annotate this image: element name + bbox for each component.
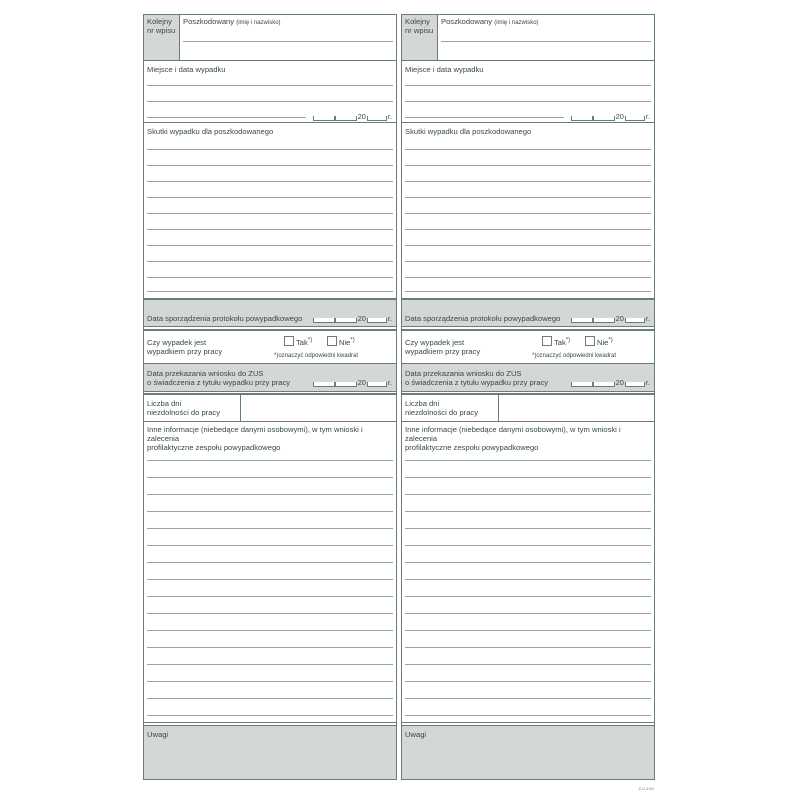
place-line-3[interactable] bbox=[147, 117, 306, 118]
place-date-section bbox=[402, 61, 654, 123]
victim-label: Poszkodowany (imię i nazwisko) bbox=[183, 17, 281, 26]
no-checkbox[interactable] bbox=[327, 336, 337, 346]
zus-date-field[interactable]: 20 r. bbox=[571, 378, 650, 387]
entry-number-label: Kolejny nr wpisu bbox=[147, 17, 176, 35]
work-accident-section bbox=[144, 330, 396, 364]
effects-section bbox=[402, 123, 654, 299]
protocol-date-field[interactable]: 20 r. bbox=[313, 314, 392, 323]
no-option[interactable]: Nie*) bbox=[327, 336, 355, 347]
other-info-section bbox=[144, 422, 396, 723]
entry-victim-row bbox=[402, 15, 654, 61]
incapacity-days-section bbox=[144, 394, 396, 422]
entry-victim-row bbox=[144, 15, 396, 61]
remarks-label: Uwagi bbox=[147, 730, 169, 739]
effects-label: Skutki wypadku dla poszkodowanego bbox=[405, 127, 532, 136]
place-date-label: Miejsce i data wypadku bbox=[147, 65, 226, 74]
place-date-label: Miejsce i data wypadku bbox=[405, 65, 484, 74]
zus-label: Data przekazania wniosku do ZUS o świadczenia z tytułu wypadku przy pracy bbox=[405, 369, 549, 387]
entry-number-label: Kolejny nr wpisu bbox=[405, 17, 434, 35]
protocol-date-section bbox=[402, 299, 654, 327]
zus-date-field[interactable]: 20 r. bbox=[313, 378, 392, 387]
protocol-date-label: Data sporządzenia protokołu powypadkowego bbox=[405, 314, 561, 323]
incapacity-days-input[interactable] bbox=[499, 395, 654, 421]
other-info-label: Inne informacje (niebedące danymi osobowymi), w tym wnioski i zalecenia profilaktyczne zespołu powypadkowego bbox=[405, 425, 621, 452]
work-accident-label: Czy wypadek jest wypadkiem przy pracy bbox=[405, 338, 481, 356]
form-code: Z-U-1/Dr bbox=[638, 786, 654, 791]
protocol-date-field[interactable]: 20 r. bbox=[571, 314, 650, 323]
zus-date-section bbox=[144, 364, 396, 392]
accident-date-field[interactable]: 20 r. bbox=[571, 112, 650, 121]
incapacity-days-label: Liczba dni niezdolności do pracy bbox=[405, 399, 479, 417]
no-checkbox[interactable] bbox=[585, 336, 595, 346]
place-line-2[interactable] bbox=[147, 101, 393, 102]
incapacity-days-section bbox=[402, 394, 654, 422]
zus-label: Data przekazania wniosku do ZUS o świadczenia z tytułu wypadku przy pracy bbox=[147, 369, 291, 387]
place-line-1[interactable] bbox=[405, 85, 651, 86]
work-accident-label: Czy wypadek jest wypadkiem przy pracy bbox=[147, 338, 223, 356]
place-line-1[interactable] bbox=[147, 85, 393, 86]
victim-name-line[interactable] bbox=[183, 41, 393, 42]
victim-label: Poszkodowany (imię i nazwisko) bbox=[441, 17, 539, 26]
yes-checkbox[interactable] bbox=[542, 336, 552, 346]
victim-name-line[interactable] bbox=[441, 41, 651, 42]
effects-section bbox=[144, 123, 396, 299]
yes-option[interactable]: Tak*) bbox=[284, 336, 312, 347]
place-date-section bbox=[144, 61, 396, 123]
other-info-section bbox=[402, 422, 654, 723]
place-line-2[interactable] bbox=[405, 101, 651, 102]
footnote-text: *)oznaczyć odpowiedni kwadrat bbox=[532, 353, 617, 359]
register-entry-right bbox=[401, 14, 655, 780]
effects-label: Skutki wypadku dla poszkodowanego bbox=[147, 127, 274, 136]
yes-option[interactable]: Tak*) bbox=[542, 336, 570, 347]
work-accident-section bbox=[402, 330, 654, 364]
accident-date-field[interactable]: 20 r. bbox=[313, 112, 392, 121]
entry-number-cell[interactable] bbox=[402, 15, 438, 60]
entry-number-cell[interactable] bbox=[144, 15, 180, 60]
footnote-text: *)oznaczyć odpowiedni kwadrat bbox=[274, 353, 359, 359]
no-option[interactable]: Nie*) bbox=[585, 336, 613, 347]
other-info-label: Inne informacje (niebedące danymi osobowymi), w tym wnioski i zalecenia profilaktyczne zespołu powypadkowego bbox=[147, 425, 363, 452]
remarks-label: Uwagi bbox=[405, 730, 427, 739]
protocol-date-section bbox=[144, 299, 396, 327]
yes-checkbox[interactable] bbox=[284, 336, 294, 346]
protocol-date-label: Data sporządzenia protokołu powypadkowego bbox=[147, 314, 303, 323]
remarks-section[interactable] bbox=[144, 725, 396, 779]
zus-date-section bbox=[402, 364, 654, 392]
incapacity-days-input[interactable] bbox=[241, 395, 396, 421]
place-line-3[interactable] bbox=[405, 117, 564, 118]
incapacity-days-label: Liczba dni niezdolności do pracy bbox=[147, 399, 221, 417]
register-entry-left bbox=[143, 14, 397, 780]
remarks-section[interactable] bbox=[402, 725, 654, 779]
